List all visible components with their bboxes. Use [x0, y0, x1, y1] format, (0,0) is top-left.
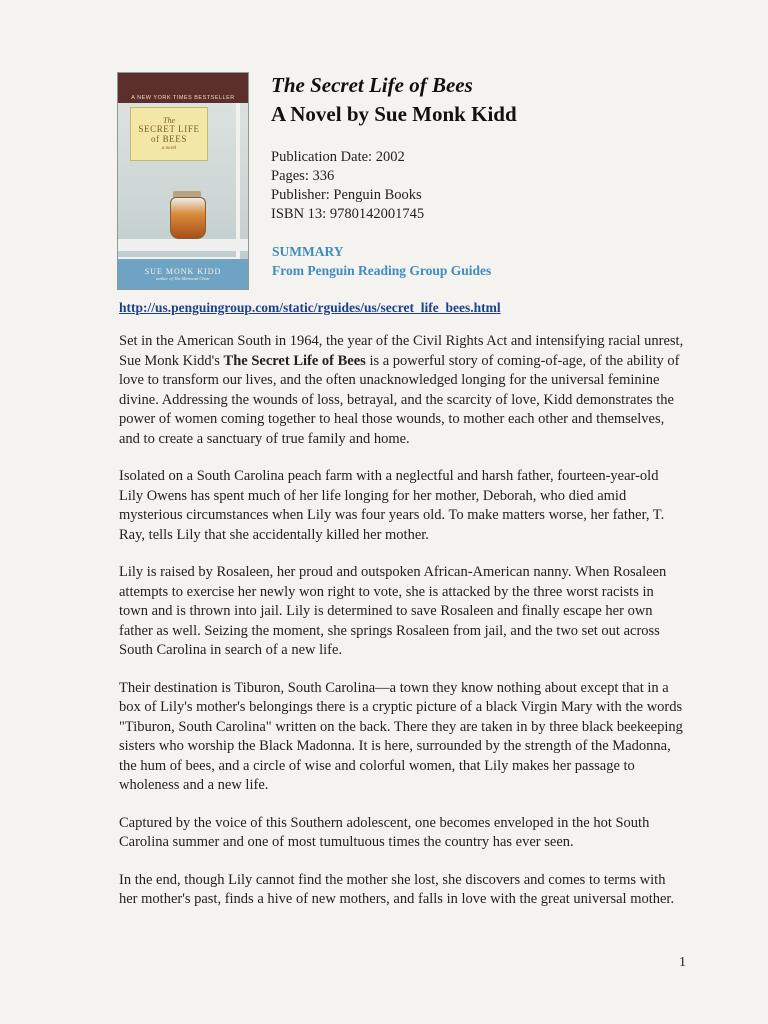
paragraph-3: Lily is raised by Rosaleen, her proud and outspoken African-American nanny. When Rosaleen attempts to exercise her newly won right to vote, she is attacked by the three worst racists in town and is thrown into jail. Lily is determined to save Rosaleen and finally escape her own father as well. Seizing the moment, she springs Rosaleen from jail, and the two set out across South Carolina in search of a new life. [119, 564, 667, 658]
paragraph-5: Captured by the voice of this Southern adolescent, one becomes enveloped in the hot South Carolina summer and one of most tumultuous times the country has ever seen. [119, 814, 650, 850]
book-title: The Secret Life of Bees [271, 73, 473, 97]
paragraph-6: In the end, though Lily cannot find the mother she lost, she discovers and comes to terms with her mother's past, finds a hive of new mothers, and falls in love with the great universal mother. [119, 871, 675, 907]
paragraph-2: Isolated on a South Carolina peach farm with a neglectful and harsh father, fourteen-year-old Lily Owens has spent much of her life longing for her mother, Deborah, who died amid mysterious circumstances when Lily was four years old. To make matters worse, her father, T. Ray, tells Lily that she accidentally killed her mother. [119, 468, 665, 543]
source-url-link[interactable]: http://us.penguingroup.com/static/rguides/us/secret_life_bees.html [119, 300, 501, 315]
cover-title-card [130, 107, 208, 161]
paragraph-1-after: is a powerful story of coming-of-age, of the ability of love to transform our lives, and the often unacknowledged longing for the universal feminine divine. Addressing the wounds of loss, betrayal, and the scarcity of love, Kidd demonstrates the power of women coming together to heal those wounds, to mother each other and themselves, and to create a sanctuary of true family and home. [119, 352, 680, 447]
paragraph-1-before: Set in the American South in 1964, the year of the Civil Rights Act and intensifying racial unrest, Sue Monk Kidd's [119, 333, 684, 369]
cover-author-note: author of The Mermaid Chair [156, 276, 210, 281]
publication-date: Publication Date: 2002 [271, 149, 405, 165]
cover-bestseller-banner: A NEW YORK TIMES BESTSELLER [131, 95, 235, 101]
summary-body [119, 332, 684, 928]
book-subtitle: A Novel by Sue Monk Kidd [271, 102, 517, 126]
paragraph-1-book-title: The Secret Life of Bees [223, 352, 366, 369]
book-metadata [271, 148, 424, 224]
paragraph-1 [119, 332, 684, 449]
page-number: 1 [679, 955, 686, 970]
cover-title-line2: SECRET LIFE [138, 124, 200, 135]
cover-title-line3: of BEES [151, 133, 187, 144]
cover-title-line1: The [163, 116, 175, 126]
summary-heading: SUMMARY [272, 244, 344, 259]
paragraph-4: Their destination is Tiburon, South Carolina—a town they know nothing about except that in a box of Lily's mother's belongings there is a cryptic picture of a black Virgin Mary with the words "Tiburon, South Carolina" written on the back. There they are taken in by three black beekeeping sisters who worship the Black Madonna. It is here, surrounded by the strength of the Madonna, the hum of bees, and a circle of wise and colorful women, that Lily makes her passage to wholeness and a new life. [119, 679, 683, 793]
isbn: ISBN 13: 9780142001745 [271, 206, 425, 222]
page-count: Pages: 336 [271, 168, 335, 184]
cover-author: SUE MONK KIDD [144, 267, 222, 276]
publisher: Publisher: Penguin Books [271, 187, 422, 203]
cover-author-band [118, 259, 248, 289]
summary-source: From Penguin Reading Group Guides [272, 263, 492, 278]
book-cover-image [117, 72, 249, 290]
cover-window-sill [118, 239, 248, 251]
cover-title-tag: a novel [161, 145, 177, 151]
honey-jar-illustration [170, 197, 206, 239]
